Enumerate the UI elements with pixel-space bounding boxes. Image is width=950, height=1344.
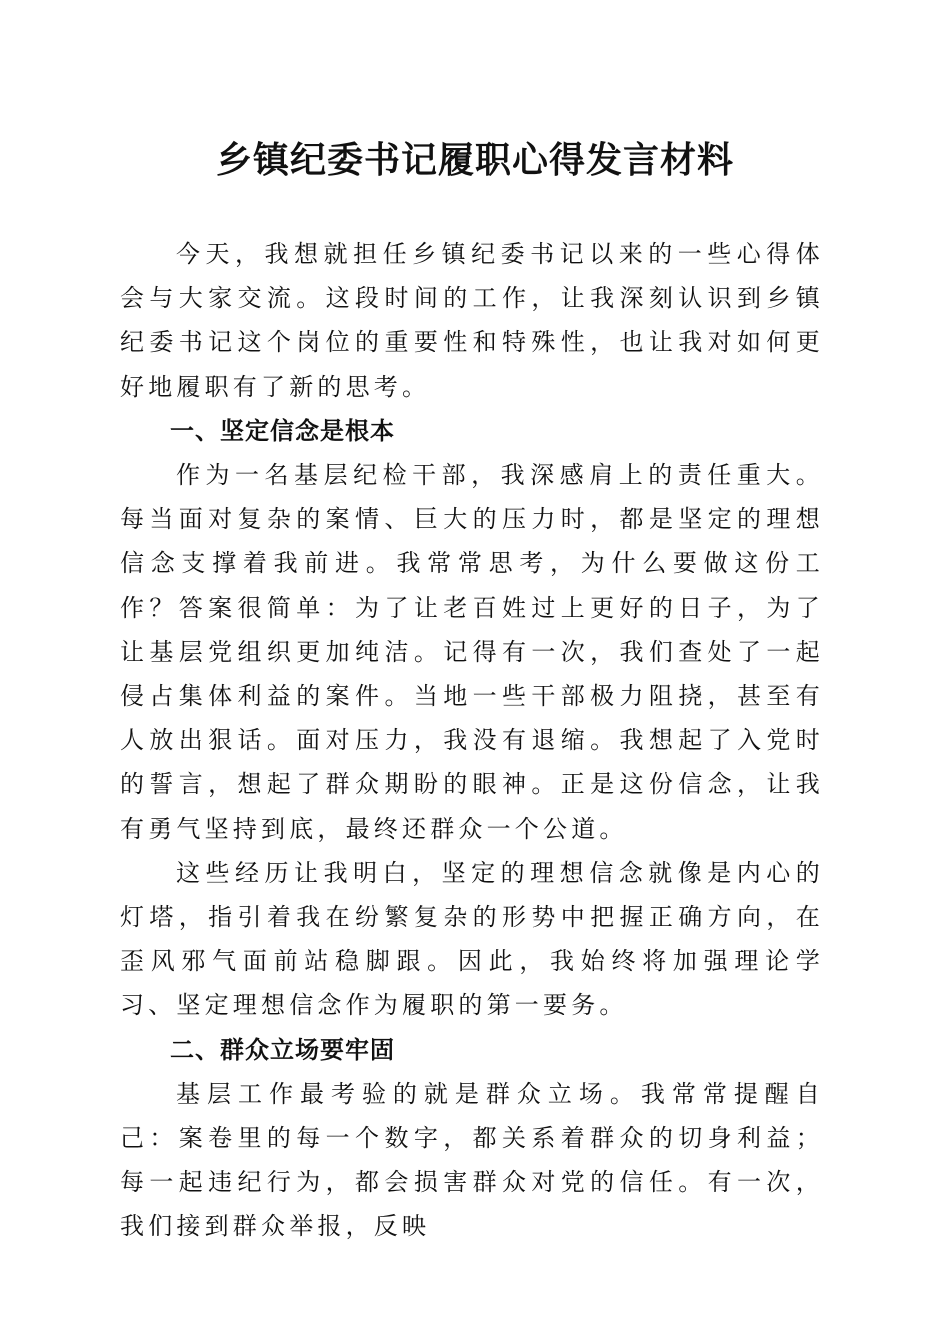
section-2-paragraph-1: 基层工作最考验的就是群众立场。我常常提醒自己：案卷里的每一个数字，都关系着群众的切身利益；每一起违纪行为，都会损害群众对党的信任。有一次，我们接到群众举报，反映 <box>120 1079 824 1241</box>
section-1-paragraph-2: 这些经历让我明白，坚定的理想信念就像是内心的灯塔，指引着我在纷繁复杂的形势中把握正确方向，在歪风邪气面前站稳脚跟。因此，我始终将加强理论学习、坚定理想信念作为履职的第一要务。 <box>120 858 824 1020</box>
section-heading-2: 二、群众立场要牢固 <box>170 1035 395 1064</box>
document-body <box>120 232 824 1249</box>
intro-paragraph: 今天，我想就担任乡镇纪委书记以来的一些心得体会与大家交流。这段时间的工作，让我深刻认识到乡镇纪委书记这个岗位的重要性和特殊性，也让我对如何更好地履职有了新的思考。 <box>120 240 824 401</box>
page-title: 乡镇纪委书记履职心得发言材料 <box>215 139 734 181</box>
section-heading-1: 一、坚定信念是根本 <box>170 416 395 445</box>
section-1-paragraph-1: 作为一名基层纪检干部，我深感肩上的责任重大。每当面对复杂的案情、巨大的压力时，都是坚定的理想信念支撑着我前进。我常常思考，为什么要做这份工作？答案很简单：为了让老百姓过上更好的日子，为了让基层党组织更加纯洁。记得有一次，我们查处了一起侵占集体利益的案件。当地一些干部极力阻挠，甚至有人放出狠话。面对压力，我没有退缩。我想起了入党时的誓言，想起了群众期盼的眼神。正是这份信念，让我有勇气坚持到底，最终还群众一个公道。 <box>120 461 824 843</box>
